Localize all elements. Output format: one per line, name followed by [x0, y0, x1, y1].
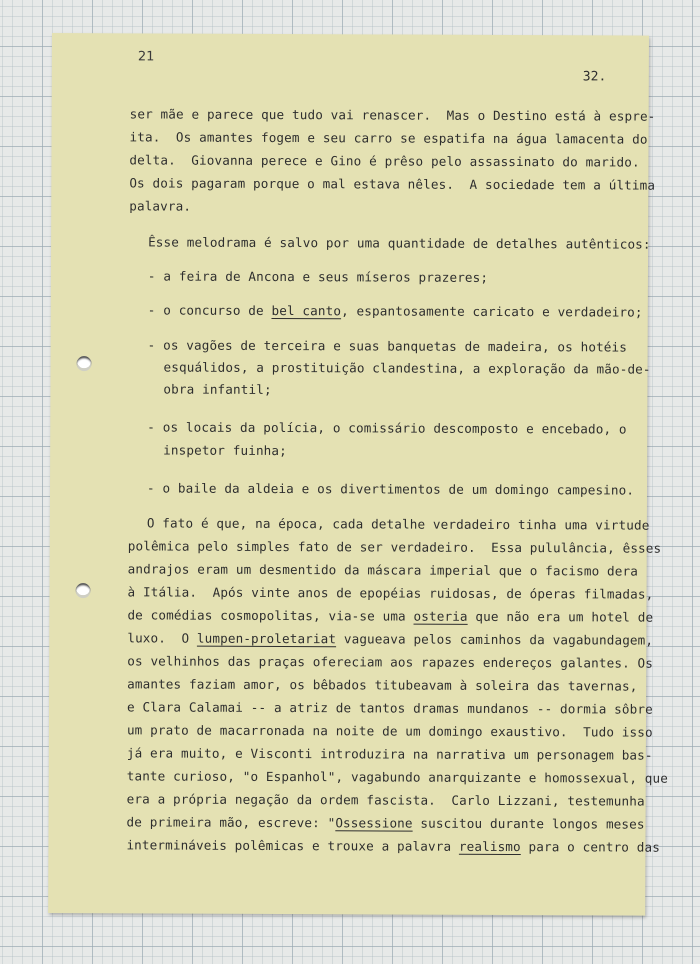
underlined-term: Ossessione — [335, 815, 413, 831]
list-item-line: - a feira de Ancona e seus míseros prazeres; — [147, 268, 489, 285]
text-line: e Clara Calamai -- a atriz de tantos dramas mundanos -- dormia sôbre — [127, 699, 653, 717]
text-segment: , espantosamente caricato e verdadeiro; — [341, 303, 643, 320]
handwritten-page-number: 21 — [137, 49, 155, 65]
text-line: os velhinhos das praças ofereciam aos rapazes endereços galantes. Os — [127, 653, 654, 671]
text-line: já era muito, e Visconti introduzira na narrativa um personagem bas- — [126, 745, 653, 763]
page-number: 32. — [582, 69, 607, 85]
text-line: andrajos eram um desmentido da máscara imperial que o facismo dera — [127, 561, 639, 579]
text-line — [127, 604, 653, 628]
punch-hole — [77, 356, 92, 371]
underlined-term: realismo — [458, 838, 521, 855]
punch-hole — [76, 583, 91, 598]
text-segment: vagueava pelos caminhos da vagabundagem, — [336, 631, 654, 648]
list-item-line: - os vagões de terceira e suas banquetas de madeira, os hotéis — [147, 337, 628, 355]
text-segment: para o centro das — [520, 839, 661, 855]
text-line: ita. Os amantes fogem e seu carro se espatifa na água lamacenta do — [129, 129, 648, 147]
typewritten-page — [48, 33, 669, 916]
text-line: Êsse melodrama é salvo por uma quantidade de detalhes autênticos: — [148, 234, 651, 252]
text-line: polêmica pelo simples fato de ser verdadeiro. Essa pululância, êsses — [127, 538, 662, 556]
text-line: Os dois pagaram porque o mal estava nêles. A sociedade tem a última — [129, 175, 656, 193]
text-segment: de comédias cosmopolitas, via-se uma — [127, 607, 414, 624]
text-line: O fato é que, na época, cada detalhe verdadeiro tinha uma virtude — [146, 515, 650, 533]
text-line — [127, 627, 653, 651]
text-line — [127, 811, 645, 835]
text-segment: intermináveis polêmicas e trouxe a palavra — [126, 837, 459, 854]
underlined-term: lumpen-proletariat — [196, 630, 337, 647]
underlined-term: bel canto — [271, 302, 342, 319]
text-segment: que não era um hotel de — [467, 608, 654, 625]
text-line: palavra. — [129, 198, 192, 214]
text-segment: suscitou durante longos meses — [412, 815, 645, 832]
text-line: obra infantil; — [163, 381, 272, 397]
text-line: ser mãe e parece que tudo vai renascer. Mas o Destino está à espre- — [129, 106, 656, 124]
text-segment: - o concurso de — [147, 302, 272, 318]
list-item-line — [148, 299, 643, 323]
text-line: delta. Giovanna perece e Gino é prêso pelo assassinato do marido. — [129, 152, 640, 170]
list-item-line: - o baile da aldeia e os divertimentos de um domingo campesino. — [146, 480, 635, 498]
list-item-line: - os locais da polícia, o comissário descomposto e encebado, o — [147, 419, 627, 437]
text-line: era a própria negação da ordem fascista. Carlo Lizzani, testemunha — [126, 791, 645, 809]
text-line: à Itália. Após vinte anos de epopéias ruidosas, de óperas filmadas, — [127, 584, 654, 602]
text-line: esquálidos, a prostituição clandestina, a exploração da mão-de- — [163, 359, 651, 377]
text-segment: luxo. O — [127, 630, 197, 646]
text-line: amantes faziam amor, os bêbados titubeavam à soleira das tavernas, — [127, 676, 638, 694]
underlined-term: osteria — [413, 608, 468, 624]
text-line: um prato de macarronada na noite de um domingo exaustivo. Tudo isso — [126, 722, 653, 740]
text-line: tante curioso, "o Espanhol", vagabundo anarquizante e homossexual, que — [126, 768, 669, 786]
text-line — [126, 834, 660, 858]
text-segment: de primeira mão, escreve: " — [126, 814, 336, 831]
text-line: inspetor fuinha; — [163, 442, 287, 459]
